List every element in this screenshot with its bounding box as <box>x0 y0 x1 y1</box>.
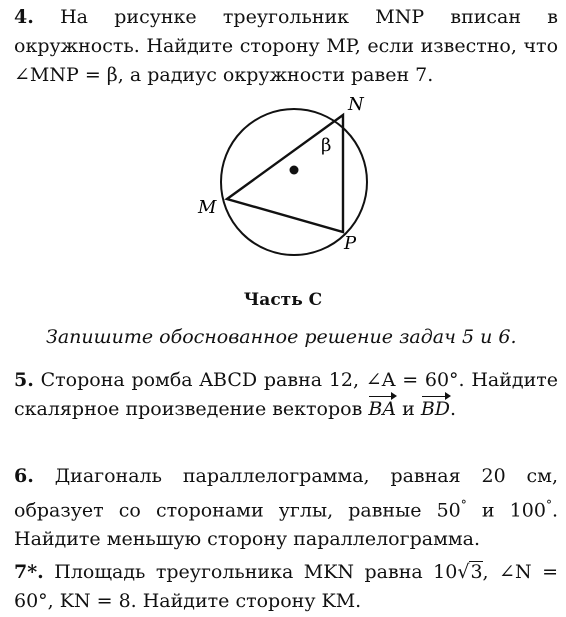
problem-5-end: . <box>450 398 457 420</box>
vector-ba: BA <box>368 395 396 424</box>
part-c-heading: Часть С <box>243 290 323 310</box>
circle-center <box>290 166 299 175</box>
problem-6-text <box>14 462 558 554</box>
problem-6-text-a: Диагональ параллелограмма, равная 20 см, образует со сторонами углы, равные 50 <box>14 465 558 522</box>
problem-6-text-b: . Найдите меньшую сторону параллелограмма. <box>14 499 558 551</box>
label-beta: β <box>321 135 332 156</box>
problem-4-line2: Найдите сторону MP, если известно, что <box>146 35 559 57</box>
problem-5-text-a: Сторона ромба ABCD равна 12, ∠A = 60°. Найдите скалярное произведение векторов <box>14 369 559 420</box>
label-m: M <box>198 197 217 218</box>
problem-7-text: 7*. Площадь треугольника MKN равна 10√3, ∠N = 60°, KN = 8. Найдите сторону KM. <box>14 561 558 612</box>
problem-7-number: 7*. <box>14 561 44 583</box>
problem-5-and: и <box>402 398 415 420</box>
label-p: P <box>344 233 357 254</box>
problem-5-text <box>14 366 558 424</box>
part-c-instruction: Запишите обоснованное решение задач 5 и 6. <box>46 326 517 348</box>
problem-4-number: 4. <box>14 6 34 28</box>
problem-6-and: и 100 <box>481 499 546 522</box>
label-n: N <box>348 94 364 115</box>
problem-4-line3: ∠MNP = β, а радиус окружности равен 7. <box>14 64 434 86</box>
degree-sign-2: ° <box>545 498 552 512</box>
problem-4-text <box>14 3 558 90</box>
sqrt-radicand: 3 <box>470 561 483 583</box>
problem-7-text-a: Площадь треугольника MKN равна 10 <box>54 561 458 583</box>
problem-4-line1: На рисунке треугольник MNP вписан в окружность. <box>14 6 558 57</box>
problem-5-number: 5. <box>14 369 34 391</box>
degree-sign-1: ° <box>460 498 467 512</box>
problem-7-text-b: , ∠N = 60°, KN = 8. Найдите сторону KM. <box>14 561 558 612</box>
vector-bd: BD <box>421 395 450 424</box>
inscribed-triangle-figure <box>190 90 390 260</box>
problem-6-number: 6. <box>14 465 34 487</box>
triangle-mnp <box>227 115 343 232</box>
